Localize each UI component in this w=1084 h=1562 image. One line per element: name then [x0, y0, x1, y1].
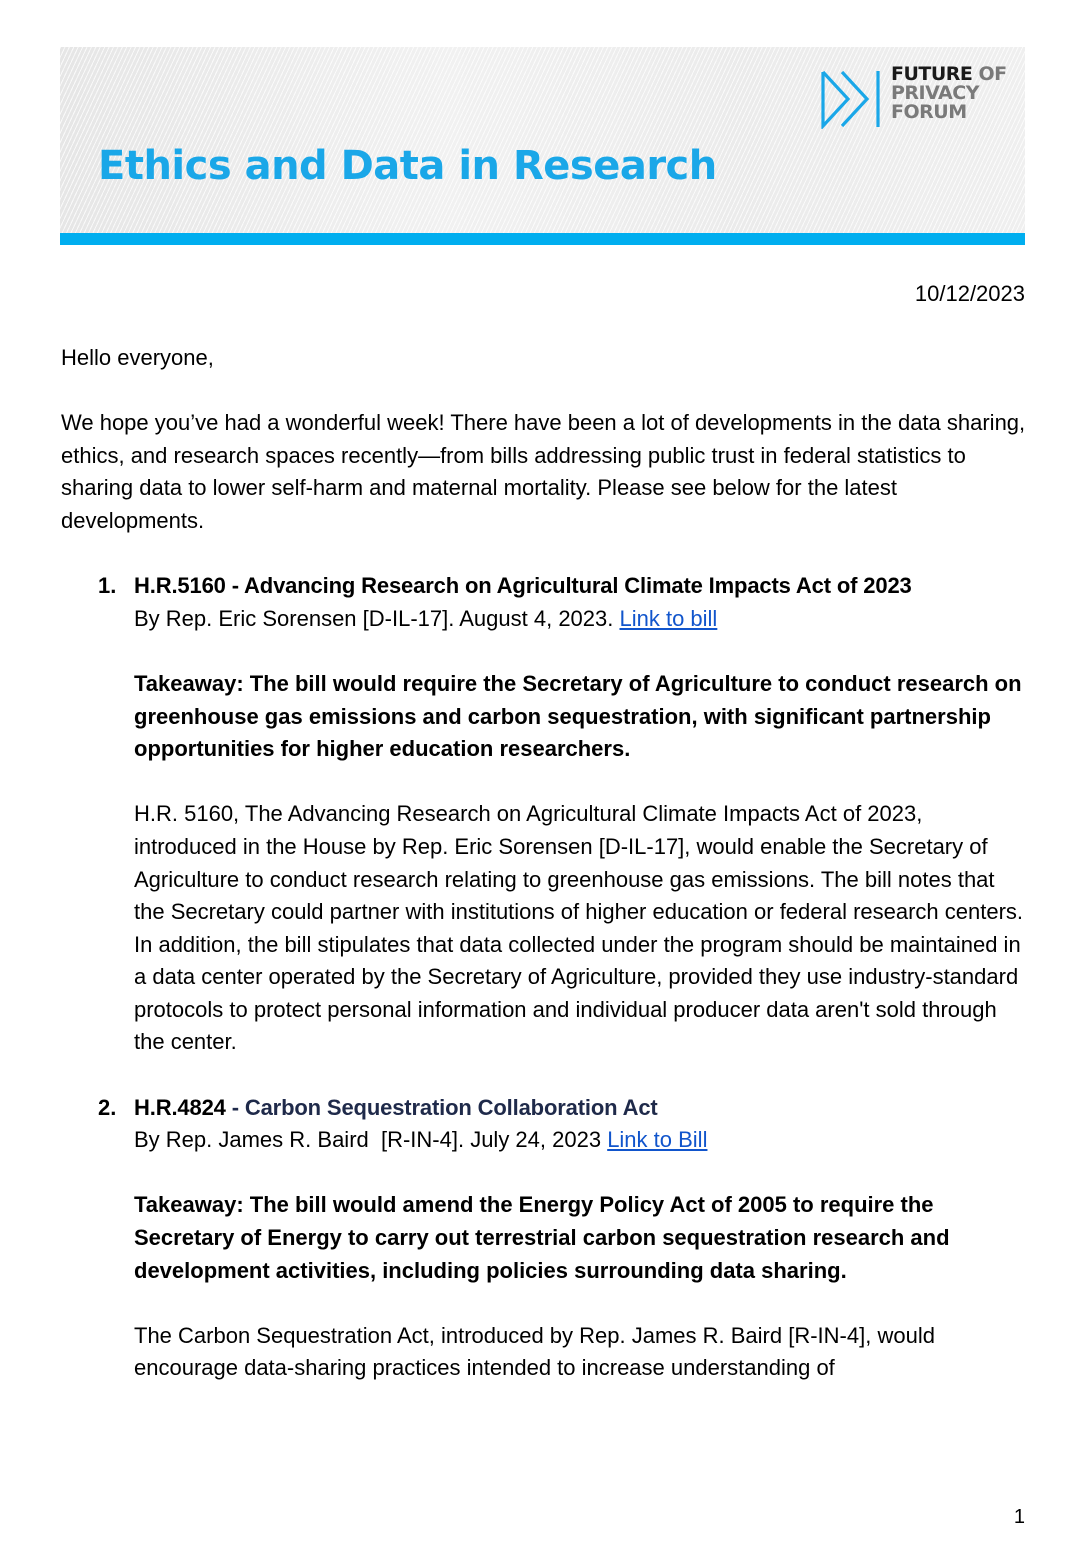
newsletter-body [61, 342, 1027, 1385]
logo-word-privacy: PRIVACY [891, 82, 979, 104]
bill-takeaway: Takeaway: The bill would require the Secretary of Agriculture to conduct research on greenhouse gas emissions and carbon sequestration, with significant partnership opportunities for higher education researchers. [134, 670, 1022, 762]
logo-wordmark [891, 65, 1007, 122]
link-to-bill[interactable]: Link to bill [619, 605, 718, 631]
banner-accent-stripe [60, 233, 1025, 245]
logo-word-of: OF [972, 63, 1007, 85]
byline-text: By Rep. Eric Sorensen [D-IL-17]. August 4, 2023. [134, 605, 620, 631]
fpf-logo [820, 65, 1020, 135]
logo-word-future: FUTURE [891, 63, 973, 85]
bill-id: H.R.5160 [134, 573, 226, 599]
intro-paragraph: We hope you’ve had a wonderful week! There have been a lot of developments in the data sharing, ethics, and research spaces recently—from bills addressing public trust in federal statistics to sharing data to lower self-harm and maternal mortality. Please see below for the latest developments. [61, 410, 1026, 533]
byline-text: By Rep. James R. Baird [R-IN-4]. July 24, 2023 [134, 1127, 608, 1153]
header-banner [60, 47, 1025, 233]
link-to-bill[interactable]: Link to Bill [607, 1127, 708, 1153]
newsletter-date: 10/12/2023 [914, 281, 1025, 306]
bill-id: H.R.4824 [134, 1094, 226, 1120]
newsletter-title: Ethics and Data in Research [98, 143, 717, 189]
bill-name: Advancing Research on Agricultural Climate Impacts Act of 2023 [244, 573, 912, 599]
bill-title [134, 1092, 1027, 1125]
bill-summary: H.R. 5160, The Advancing Research on Agricultural Climate Impacts Act of 2023, introduced in the House by Rep. Eric Sorensen [D-IL-17], would enable the Secretary of Agriculture to conduct research relating to greenhouse gas emissions. The bill notes that the Secretary could partner with institutions of higher education or federal research centers. In addition, the bill stipulates that data collected under the program should be maintained in a data center operated by the Secretary of Agriculture, provided they use industry-standard protocols to protect personal information and individual producer data aren't sold through the center. [134, 801, 1024, 1055]
greeting: Hello everyone, [61, 345, 214, 370]
title-separator: - [225, 1094, 245, 1120]
bill-title [134, 570, 1027, 603]
page-number: 1 [1013, 1506, 1025, 1528]
list-number: 2. [98, 1094, 117, 1120]
bill-list-item [61, 570, 1027, 1059]
bill-list-item [61, 1092, 1027, 1385]
title-separator: - [225, 573, 245, 599]
bill-byline [134, 603, 1027, 636]
bill-summary: The Carbon Sequestration Act, introduced by Rep. James R. Baird [R-IN-4], would encourage data-sharing practices intended to increase understanding of [134, 1322, 935, 1381]
list-number: 1. [98, 573, 117, 599]
bill-byline [134, 1124, 1027, 1157]
logo-word-forum: FORUM [891, 101, 967, 123]
fast-forward-icon [820, 69, 882, 129]
bill-name: Carbon Sequestration Collaboration Act [244, 1094, 658, 1120]
bill-takeaway: Takeaway: The bill would amend the Energy Policy Act of 2005 to require the Secretary of Energy to carry out terrestrial carbon sequestration research and development activities, including policies surrounding data sharing. [134, 1192, 950, 1283]
